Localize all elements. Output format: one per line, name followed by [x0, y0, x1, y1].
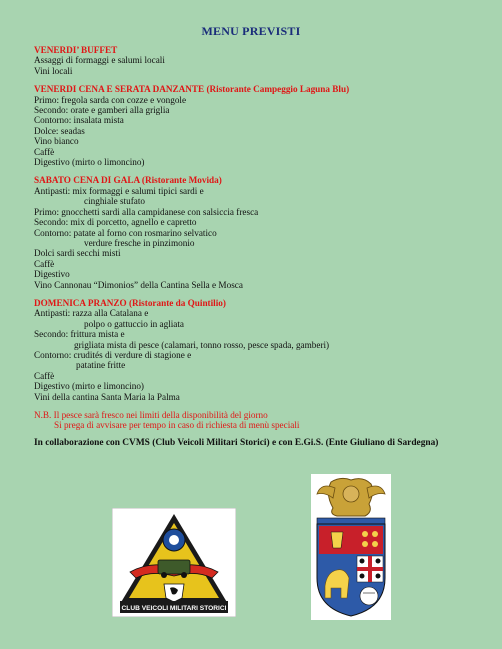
menu-line: Secondo: orate e gamberi alla griglia — [34, 105, 170, 116]
menu-line: Vini della cantina Santa Maria la Palma — [34, 391, 180, 402]
cvms-logo-text: CLUB VEICOLI MILITARI STORICI — [121, 605, 227, 612]
menu-line: Contorno: insalata mista — [34, 115, 124, 126]
section-heading: SABATO CENA DI GALA (Ristorante Movida) — [34, 175, 222, 186]
section-friday-buffet — [34, 45, 484, 76]
section-saturday-gala — [34, 175, 484, 289]
menu-line: Vini locali — [34, 65, 73, 76]
cvms-logo-graphic — [112, 508, 236, 617]
menu-line: Digestivo — [34, 269, 70, 280]
section-friday-dinner — [34, 84, 484, 167]
menu-line: Contorno: crudités di verdure di stagione e — [34, 349, 192, 360]
menu-line: Digestivo (mirto e limoncino) — [34, 381, 144, 392]
section-heading: VENERDI CENA E SERATA DANZANTE (Ristorante Campeggio Laguna Blu) — [34, 84, 350, 95]
notes — [34, 410, 484, 431]
menu-line: Dolci sardi secchi misti — [34, 248, 121, 259]
menu-line: Antipasti: mix formaggi e salumi tipici sardi e — [34, 185, 204, 196]
menu-line: Secondo: frittura mista e — [34, 329, 125, 340]
menu-line: cinghiale stufato — [84, 196, 145, 207]
menu-line: Digestivo (mirto o limoncino) — [34, 157, 145, 168]
menu-line: Primo: gnocchetti sardi alla campidanese con salsiccia fresca — [34, 206, 259, 217]
section-heading: VENERDI’ BUFFET — [34, 45, 118, 55]
menu-line: Vino bianco — [34, 136, 79, 147]
section-heading: DOMENICA PRANZO (Ristorante da Quintilio) — [34, 297, 226, 308]
menu-line: Primo: fregola sarda con cozze e vongole — [34, 94, 187, 105]
egis-coat-of-arms — [311, 474, 391, 620]
menu-line: Secondo: mix di porcetto, agnello e capretto — [34, 217, 197, 228]
menu-line: Dolce: seadas — [34, 125, 85, 136]
menu-line: Antipasti: razza alla Catalana e — [34, 308, 149, 319]
menu-line: grigliata mista di pesce (calamari, tonno rosso, pesce spada, gamberi) — [74, 339, 330, 350]
page-title: MENU PREVISTI — [201, 24, 301, 38]
menu-content — [34, 45, 484, 448]
menu-line: Caffè — [34, 370, 55, 381]
menu-line: Vino Cannonau “Dimonios” della Cantina Sella e Mosca — [34, 279, 243, 290]
collaboration-text: In collaborazione con CVMS (Club Veicoli Militari Storici) e con E.Gi.S. (Ente Giuliano di Sardegna) — [34, 437, 439, 448]
menu-line: Contorno: patate al forno con rosmarino selvatico — [34, 227, 217, 238]
menu-line: Assaggi di formaggi e salumi locali — [34, 55, 165, 66]
menu-line: Caffè — [34, 258, 55, 269]
menu-line: verdure fresche in pinzimonio — [84, 237, 195, 248]
menu-line: patatine fritte — [76, 360, 126, 371]
menu-line: polpo o gattuccio in agliata — [84, 318, 185, 329]
menu-line: Caffè — [34, 146, 55, 157]
section-sunday-lunch — [34, 298, 484, 402]
note-line: N.B. Il pesce sarà fresco nei limiti della disponibilità del giorno — [34, 410, 268, 420]
coat-of-arms-graphic — [311, 474, 391, 620]
cvms-logo — [112, 508, 236, 617]
note-line: Si prega di avvisare per tempo in caso di richiesta di menù speciali — [54, 420, 300, 431]
